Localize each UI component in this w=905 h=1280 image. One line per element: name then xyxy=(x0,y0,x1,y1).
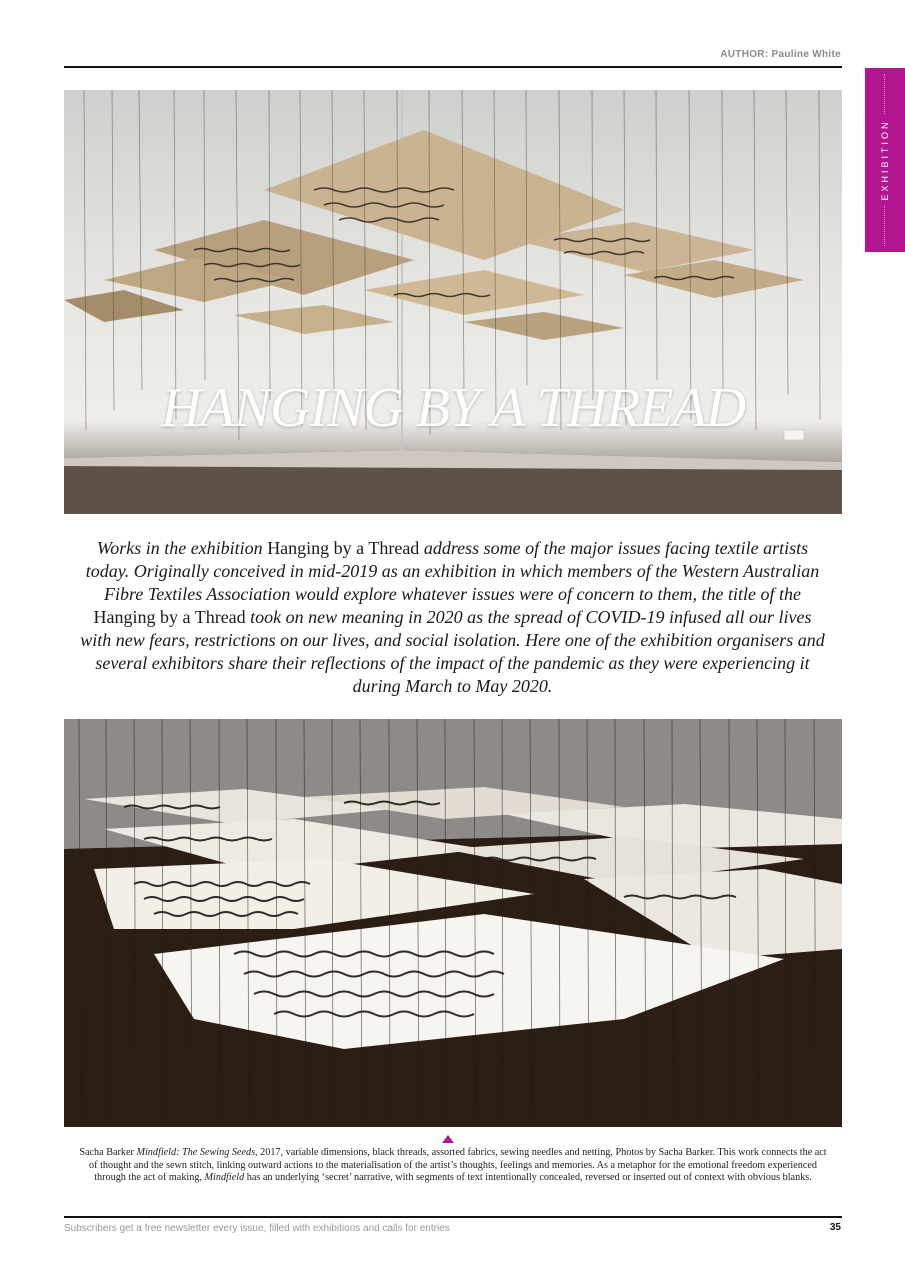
header-rule xyxy=(64,66,842,68)
intro-text-1: Works in the exhibition xyxy=(96,538,268,558)
caption-work-title: Mindfield: The Sewing Seeds xyxy=(136,1147,256,1158)
footer-rule xyxy=(64,1216,842,1218)
hero-photo xyxy=(64,90,842,514)
intro-paragraph xyxy=(80,537,825,698)
caption-marker-icon xyxy=(442,1135,454,1143)
section-tab xyxy=(865,68,905,252)
section-tab-label: EXHIBITION xyxy=(880,114,890,205)
caption-description-end: has an underlying ‘secret’ narrative, with segments of text intentionally concealed, reversed or inserted out of context with obvious blanks. xyxy=(244,1172,812,1183)
artwork-photo xyxy=(64,719,842,1127)
intro-text-2: address some of the major issues facing textile artists today. Originally conceived in mid-2019 as an exhibition in which members of the Western Australian Fibre Textiles Association would explore whatever issues were of concern to them, the title of the xyxy=(85,538,820,604)
intro-text-3: took on new meaning in 2020 as the spread of COVID-19 infused all our lives with new fears, restrictions on our lives, and social isolation. Here one of the exhibition organisers and several exhibitors share their reflections of the impact of the pandemic as they were experiencing it during March to May 2020. xyxy=(80,607,825,696)
author-credit: AUTHOR: Pauline White xyxy=(720,49,841,60)
caption-artist: Sacha Barker xyxy=(79,1147,137,1158)
footer-text: Subscribers get a free newsletter every issue, filled with exhibitions and calls for entries xyxy=(64,1223,450,1234)
hero-title: HANGING BY A THREAD xyxy=(160,377,746,439)
intro-exhibition-title-2: Hanging by a Thread xyxy=(93,607,246,627)
caption-work-short-title: Mindfield xyxy=(204,1172,245,1183)
intro-exhibition-title-1: Hanging by a Thread xyxy=(267,538,420,558)
photo-caption xyxy=(78,1147,828,1185)
caption-details: , 2017, variable dimensions, black threads, assorted fabrics, sewing needles and netting, Photos by Sacha Barker. This work connects the act of thought and the sewn stitch, linking outward actions to the materialisation of the artist’s thoughts, feelings and memories. As a metaphor for the emotional freedom experienced through the act of making, xyxy=(89,1147,827,1183)
page-number: 35 xyxy=(829,1222,841,1233)
artwork-photo-illustration xyxy=(64,719,842,1127)
hero-photo-illustration xyxy=(64,90,842,514)
